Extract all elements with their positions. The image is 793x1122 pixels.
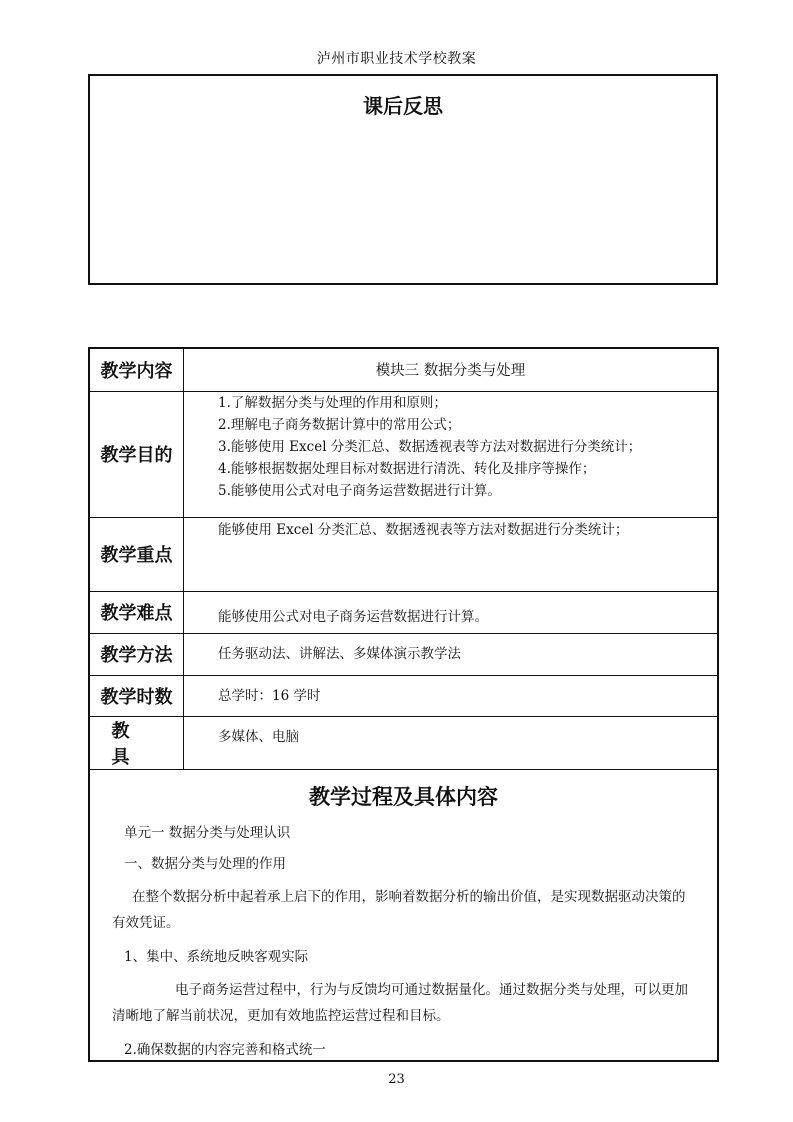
value-teaching-content: 模块三 数据分类与处理 xyxy=(184,348,719,391)
value-methods: 任务驱动法、讲解法、多媒体演示教学法 xyxy=(184,633,719,675)
row-process xyxy=(89,769,718,1061)
paragraph: 电子商务运营过程中，行为与反馈均可通过数据量化。通过数据分类与处理，可以更加清晰地了解当前状况，更加有效地监控运营过程和目标。 xyxy=(112,981,688,1024)
objectives-list xyxy=(184,391,719,517)
value-key-points: 能够使用 Excel 分类汇总、数据透视表等方法对数据进行分类统计； xyxy=(184,517,719,591)
label-teaching-content: 教学内容 xyxy=(89,348,184,391)
process-title: 教学过程及具体内容 xyxy=(309,784,498,809)
value-hours: 总学时：16 学时 xyxy=(184,675,719,716)
value-tools: 多媒体、电脑 xyxy=(184,716,719,769)
section-heading: 一、数据分类与处理的作用 xyxy=(124,855,286,872)
row-difficulties xyxy=(89,591,718,633)
value-difficulties: 能够使用公式对电子商务运营数据进行计算。 xyxy=(184,591,719,633)
row-key-points xyxy=(89,517,718,591)
row-hours xyxy=(89,675,718,716)
objective-item: 2.理解电子商务数据计算中的常用公式； xyxy=(218,416,461,433)
row-teaching-content xyxy=(89,348,718,391)
row-teaching-objectives xyxy=(89,391,718,517)
objective-item: 1.了解数据分类与处理的作用和原则； xyxy=(218,394,447,411)
label-key-points: 教学重点 xyxy=(89,517,184,591)
lesson-plan-table xyxy=(88,347,719,1062)
reflection-title: 课后反思 xyxy=(363,94,443,118)
after-class-reflection-box xyxy=(88,74,718,285)
paragraph: 在整个数据分析中起着承上启下的作用，影响着数据分析的输出价值，是实现数据驱动决策的有效凭证。 xyxy=(112,888,686,931)
row-tools xyxy=(89,716,718,769)
page-number: 23 xyxy=(388,1072,405,1087)
objective-item: 4.能够根据数据处理目标对数据进行清洗、转化及排序等操作； xyxy=(218,460,596,477)
label-teaching-objectives: 教学目的 xyxy=(89,391,184,517)
label-methods: 教学方法 xyxy=(89,633,184,675)
page-header: 泸州市职业技术学校教案 xyxy=(316,51,477,67)
point-heading: 1、集中、系统地反映客观实际 xyxy=(124,948,309,965)
label-hours: 教学时数 xyxy=(89,675,184,716)
label-difficulties: 教学难点 xyxy=(89,591,184,633)
objective-item: 5.能够使用公式对电子商务运营数据进行计算。 xyxy=(218,482,501,499)
process-cell xyxy=(89,769,718,1061)
label-tools: 教具 xyxy=(89,716,184,769)
unit-heading: 单元一 数据分类与处理认识 xyxy=(124,824,291,841)
row-methods xyxy=(89,633,718,675)
point-heading: 2.确保数据的内容完善和格式统一 xyxy=(124,1041,326,1058)
objective-item: 3.能够使用 Excel 分类汇总、数据透视表等方法对数据进行分类统计； xyxy=(218,438,642,455)
